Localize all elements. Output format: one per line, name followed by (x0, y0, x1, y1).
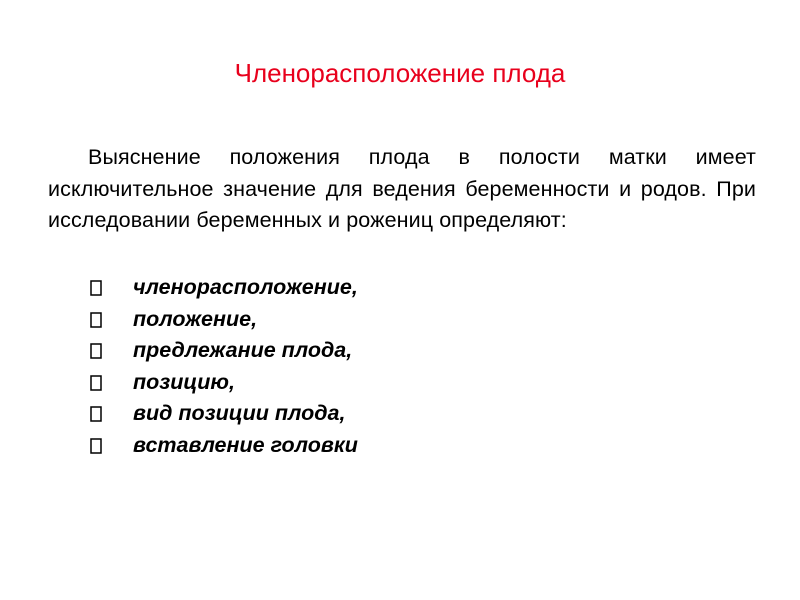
missing-glyph-box-icon (90, 343, 102, 359)
slide-title: Членорасположение плода (234, 58, 566, 88)
intro-paragraph: Выяснение положения плода в полости матки имеет исключительное значение для ведения беременности и родов. При исследовании беременных и рожениц определяют: (48, 145, 756, 232)
missing-glyph-box-icon (90, 438, 102, 454)
list-item-label: положение, (133, 306, 258, 331)
list-item-label: вставление головки (133, 432, 358, 457)
missing-glyph-box-icon (90, 312, 102, 328)
list-item-label: позицию, (133, 369, 235, 394)
list-item-label: предлежание плода, (133, 338, 353, 362)
missing-glyph-box-icon (90, 406, 102, 422)
missing-glyph-box-icon (90, 280, 102, 296)
missing-glyph-box-icon (90, 375, 102, 391)
list-item-label: вид позиции плода, (133, 401, 346, 425)
list-item-label: членорасположение, (133, 275, 358, 299)
